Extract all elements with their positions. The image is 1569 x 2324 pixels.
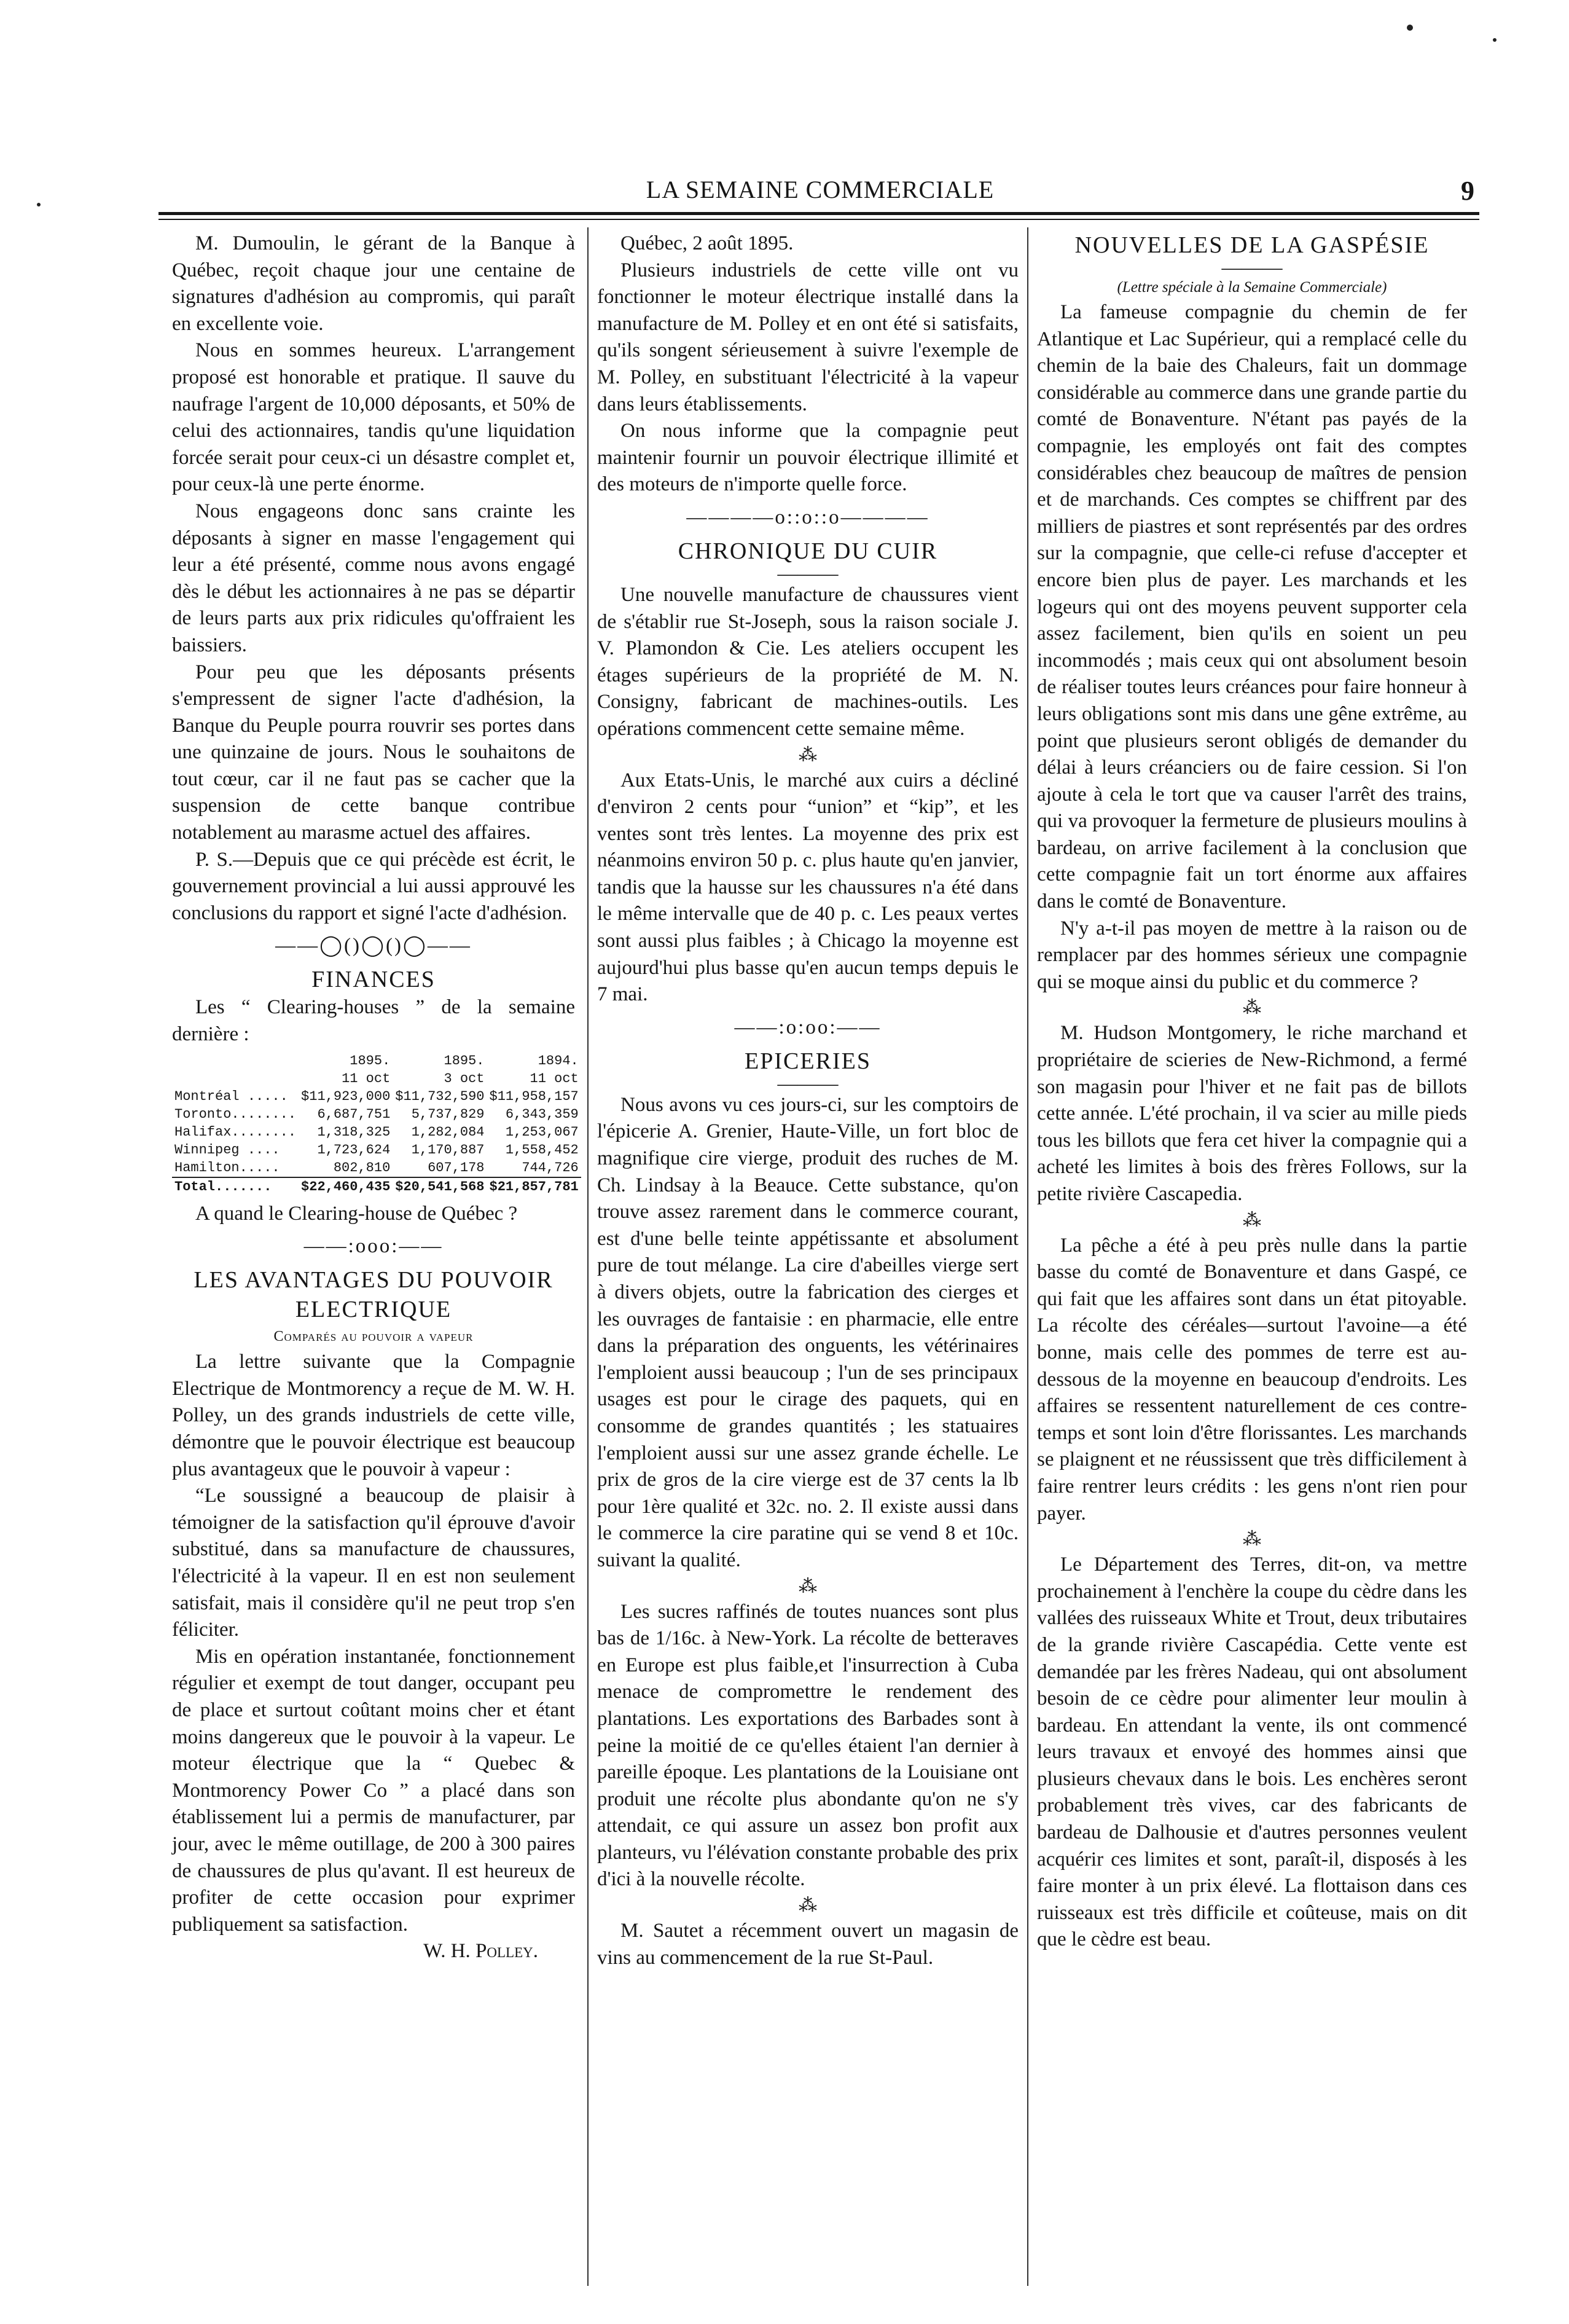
table-subheader-row xyxy=(172,1070,581,1088)
dateline: Québec, 2 août 1895. xyxy=(620,232,794,254)
header-rule-thin xyxy=(158,219,1479,220)
gaspesie-heading: NOUVELLES DE LA GASPÉSIE xyxy=(1074,232,1430,258)
section-separator: ————o::o::o———— xyxy=(686,506,929,528)
scan-speck xyxy=(1407,25,1413,31)
asterism: ⁂ xyxy=(1243,997,1261,1018)
finances-intro: Les “ Clearing-houses ” de la semaine dernière : xyxy=(172,996,575,1046)
avantages-subheading: Comparés au pouvoir a vapeur xyxy=(273,1329,474,1345)
table-header-date: 3 oct xyxy=(444,1070,485,1086)
table-cell: 1,253,067 xyxy=(505,1124,579,1140)
epiceries-paragraph-3: M. Sautet a récemment ouvert un magasin de vins au commencement de la rue St-Paul. xyxy=(597,1920,1019,1969)
heading-dash: ——— xyxy=(777,562,839,585)
table-cell: $22,460,435 xyxy=(299,1177,393,1196)
scan-speck xyxy=(37,203,41,206)
banque-paragraph-3: Nous engageons donc sans crainte les déposants à signer en masse l'engagement qui leur a été présenté, comme nous avons engagé dès le début les actionnaires à ne pas se départir de leurs parts aux prix ridicules qu'offraient les baissiers. xyxy=(172,500,575,656)
table-cell: $20,541,568 xyxy=(393,1177,487,1196)
table-cell: $11,923,000 xyxy=(301,1088,391,1104)
table-total-row xyxy=(172,1177,581,1196)
table-cell: 607,178 xyxy=(428,1160,485,1176)
section-separator: ——:ooo:—— xyxy=(303,1235,444,1258)
quebec-paragraph-2: On nous informe que la compagnie peut maintenir fournir un pouvoir électrique illimité et des moteurs de n'importe quelle force. xyxy=(597,420,1019,496)
scan-speck xyxy=(1493,38,1497,42)
table-city: Halifax........ xyxy=(174,1124,297,1140)
epiceries-heading: EPICERIES xyxy=(745,1048,871,1074)
table-header-year: 1894. xyxy=(538,1053,579,1069)
table-cell: $11,958,157 xyxy=(489,1088,579,1104)
asterism: ⁂ xyxy=(1243,1209,1261,1230)
table-city: Hamilton..... xyxy=(174,1160,280,1176)
table-cell: 1,170,887 xyxy=(411,1142,485,1158)
quebec-paragraph-1: Plusieurs industriels de cette ville ont vu fonctionner le moteur électrique installé dans la manufacture de M. Polley et en ont été si satisfaits, qu'ils songent sérieusement à suivre l'exemple de M. Polley, en substituant l'électricité à la vapeur dans leurs établissements. xyxy=(597,259,1019,415)
avantages-paragraph-2: “Le soussigné a beaucoup de plaisir à témoigner de la satisfaction qu'il éprouve d'avoir substitué, dans sa manufacture de chaussures, l'électricité à la vapeur. Il en est non seulement satisfait, mais il considère qu'il ne peut trop s'en féliciter. xyxy=(172,1485,575,1641)
section-separator: ——◯()◯()◯—— xyxy=(275,935,472,957)
table-cell: 802,810 xyxy=(333,1160,391,1176)
epiceries-paragraph-1: Nous avons vu ces jours-ci, sur les comptoirs de l'épicerie A. Grenier, Haute-Ville, un fort bloc de magnifique cire vierge, produit des ruches de M. Ch. Lindsay à la Beauce. Cette substance, qu'on trouve assez rarement dans le commerce courant, est d'une belle teinte appétissante et absolument pure de tout mélange. La cire d'abeilles vierge sert à divers objets, outre la fabrication des cierges et les ouvrages de fantaisie : en pharmacie, elle entre dans la préparation des onguents, les vétérinaires l'emploient aussi beaucoup ; l'un de ses principaux usages est pour le cirage des paquets, qui en consomme de grandes quantités ; les statuaires l'emploient aussi sur une assez grande échelle. Le prix de gros de la cire vierge est de 37 cents la lb pour 1ère qualité et 32c. no. 2. Il existe aussi dans le commerce la cire paratine qui se vend 8 et 10c. suivant la qualité. xyxy=(597,1093,1019,1571)
gaspesie-paragraph-2: N'y a-t-il pas moyen de mettre à la raison ou de remplacer par des hommes sérieux une compagnie qui se moque ainsi du public et du commerce ? xyxy=(1037,917,1467,993)
epiceries-paragraph-2: Les sucres raffinés de toutes nuances sont plus bas de 1/16c. à New-York. La récolte de betteraves en Europe est plus faible,et l'insurrection à Cuba menace de compromettre le rendement des plantations. Les exportations des Barbades sont à peine la moitié de ce qu'elles étaient l'an dernier à pareille époque. Les plantations de la Louisiane ont produit une récolte plus abondante qu'on ne s'y attendait, ce qui assure un assez bon profit aux planteurs, vu l'élévation constante probable des prix d'ici à la nouvelle récolte. xyxy=(597,1600,1019,1891)
table-header-date: 11 oct xyxy=(530,1070,579,1086)
banque-postscript: P. S.—Depuis que ce qui précède est écrit, le gouvernement provincial a lui aussi approuvé les conclusions du rapport et signé l'acte d'adhésion. xyxy=(172,848,575,924)
table-cell: 6,687,751 xyxy=(317,1106,391,1122)
header-rule-thick xyxy=(158,212,1479,215)
avantages-heading: LES AVANTAGES DU POUVOIR ELECTRIQUE xyxy=(194,1267,554,1323)
cuir-heading: CHRONIQUE DU CUIR xyxy=(678,538,938,564)
asterism: ⁂ xyxy=(799,1895,817,1916)
clearing-house-table xyxy=(172,1052,581,1196)
banque-paragraph-1: M. Dumoulin, le gérant de la Banque à Québec, reçoit chaque jour une centaine de signatures d'adhésion au compromis, qui paraît en excellente voie. xyxy=(172,232,575,335)
table-cell: 744,726 xyxy=(522,1160,579,1176)
table-cell: 5,737,829 xyxy=(411,1106,485,1122)
heading-dash: ——— xyxy=(777,1072,839,1095)
table-row xyxy=(172,1088,581,1105)
table-cell: $21,857,781 xyxy=(487,1177,581,1196)
table-row xyxy=(172,1141,581,1159)
table-cell: 6,343,359 xyxy=(505,1106,579,1122)
table-header-row xyxy=(172,1052,581,1070)
column-2 xyxy=(597,230,1019,1971)
table-cell: 1,318,325 xyxy=(317,1124,391,1140)
asterism: ⁂ xyxy=(799,1576,817,1596)
finances-question: A quand le Clearing-house de Québec ? xyxy=(195,1202,518,1225)
cuir-paragraph-1: Une nouvelle manufacture de chaussures vient de s'établir rue St-Joseph, sous la raison sociale J. V. Plamondon & Cie. Les ateliers occupent les étages supérieurs de la propriété de M. N. Consigny, fabricant de machines-outils. Les opérations commencent cette semaine même. xyxy=(597,583,1019,740)
table-city: Total....... xyxy=(172,1177,299,1196)
table-cell: 1,558,452 xyxy=(505,1142,579,1158)
section-separator: ——:o:oo:—— xyxy=(734,1016,882,1038)
gaspesie-paragraph-4: La pêche a été à peu près nulle dans la partie basse du comté de Bonaventure et dans Gaspé, ce qui fait que les affaires sont dans un état pitoyable. La récolte des céréales—surtout l'avoine—a été bonne, mais celle des pommes de terre est au-dessous de la moyenne en beaucoup d'endroits. Les affaires se ressentent naturellement de ces contre-temps et sont loin d'être florissantes. Les marchands se plaignent et ne réussissent que très difficilement à faire rentrer leurs crédits : les gens n'ont rien pour payer. xyxy=(1037,1234,1467,1525)
banque-paragraph-2: Nous en sommes heureux. L'arrangement proposé est honorable et pratique. Il sauve du naufrage l'argent de 10,000 déposants, et 50% de celui des actionnaires, tandis qu'une liquidation forcée serait pour ceux-ci un désastre complet et, pour ceux-là une perte énorme. xyxy=(172,339,575,496)
letter-signature: W. H. Polley. xyxy=(423,1940,538,1963)
table-cell: 1,282,084 xyxy=(411,1124,485,1140)
table-city: Toronto........ xyxy=(174,1106,297,1122)
special-letter-note: (Lettre spéciale à la Semaine Commerciale) xyxy=(1117,279,1387,296)
gaspesie-paragraph-1: La fameuse compagnie du chemin de fer Atlantique et Lac Supérieur, qui a remplacé celle du chemin de la baie des Chaleurs, fait un dommage considérable au commerce dans une grande partie du comté de Bonaventure. N'étant pas payés de la compagnie, les employés ont fait des comptes considérables chez beaucoup de maîtres de pension et de marchands. Ces comptes se chiffrent par des milliers de piastres et sont représentés par des ordres sur la compagnie, que celle-ci refuse d'accepter et encore bien plus de payer. Les marchands et les logeurs qui ont des moyens peuvent supporter cela assez facilement, bien qu'ils en soient un peu incommodés ; mais ceux qui ont absolument besoin de réaliser toutes leurs créances pour faire honneur à leurs obligations sont mis dans une gêne extrême, au point que plusieurs seront obligés de demander du délai à leurs créanciers ou de faire cession. Si l'on ajoute à cela le tort que va causer l'arrêt des trains, qui va provoquer la fermeture de plusieurs moulins à bardeau, on arrive facilement à la conclusion que cette compagnie fait un tort énorme aux affaires dans le comté de Bonaventure. xyxy=(1037,301,1467,913)
table-header-year: 1895. xyxy=(350,1053,391,1069)
gaspesie-paragraph-5: Le Département des Terres, dit-on, va mettre prochainement à l'enchère la coupe du cèdre dans les vallées des ruisseaux White et Trout, deux tributaires de la grande rivière Cascapédia. Cette vente est demandée par les frères Nadeau, qui ont absolument besoin de ce cèdre pour alimenter leur moulin à bardeau. En attendant la vente, ils ont commencé leurs travaux et envoyé des hommes ainsi que plusieurs chevaux dans le bois. Les enchères seront probablement très vives, car des fabricants de bardeau de Dalhousie et d'autres personnes veulent acquérir ces limites et sont, paraît-il, disposés à les faire monter à un prix élevé. La flottaison dans ces ruisseaux est très difficile et coûteuse, mais on dit que le cèdre est beau. xyxy=(1037,1553,1467,1951)
asterism: ⁂ xyxy=(1243,1529,1261,1550)
cuir-paragraph-2: Aux Etats-Unis, le marché aux cuirs a décliné d'environ 2 cents pour “union” et “kip”, et les ventes sont très lentes. La moyenne des prix est néanmoins environ 50 p. c. plus haute qu'en janvier, tandis que la hausse sur les chaussures n'a été dans le même intervalle que de 40 p. c. Les peaux vertes sont aussi plus faibles ; à Chicago la moyenne est aujourd'hui plus basse qu'en aucun temps depuis le 7 mai. xyxy=(597,769,1019,1006)
table-cell: $11,732,590 xyxy=(395,1088,485,1104)
masthead-title: LA SEMAINE COMMERCIALE xyxy=(646,176,995,203)
avantages-paragraph-1: La lettre suivante que la Compagnie Electrique de Montmorency a reçue de M. W. H. Polley, un des grands industriels de cette ville, démontre que le pouvoir électrique est beaucoup plus avantageux que le pouvoir à vapeur : xyxy=(172,1351,575,1480)
table-cell: 1,723,624 xyxy=(317,1142,391,1158)
page-header xyxy=(166,175,1474,206)
avantages-paragraph-3: Mis en opération instantanée, fonctionnement régulier et exempt de tout danger, occupant peu de place et surtout coûtant moins cher et étant moins dangereux que le pouvoir à la vapeur. Le moteur électrique que la “ Quebec & Montmorency Power Co ” a placé dans son établissement lui a permis de manufacturer, par jour, avec le même outillage, de 200 à 300 paires de chaussures de plus qu'avant. Il est heureux de profiter de cette occasion pour exprimer publiquement sa satisfaction. xyxy=(172,1645,575,1936)
table-city: Montréal ..... xyxy=(174,1088,288,1104)
table-row xyxy=(172,1159,581,1177)
heading-dash: ——— xyxy=(1221,257,1283,279)
column-3 xyxy=(1037,230,1467,1953)
table-header-year: 1895. xyxy=(444,1053,485,1069)
asterism: ⁂ xyxy=(799,744,817,765)
finances-heading: FINANCES xyxy=(311,967,436,993)
column-divider-left xyxy=(587,227,589,2286)
page-number: 9 xyxy=(1461,176,1474,206)
gaspesie-paragraph-3: M. Hudson Montgomery, le riche marchand et propriétaire de scieries de New-Richmond, a fermé son magasin pour l'hiver et ne fait pas de billots cette année. L'été prochain, il va scier au mille pieds tous les billots que fera cet hiver la compagnie qui a acheté les limites à bois des frères Follows, sur la petite rivière Cascapedia. xyxy=(1037,1022,1467,1205)
table-row xyxy=(172,1123,581,1141)
column-divider-right xyxy=(1027,227,1028,2286)
table-row xyxy=(172,1105,581,1123)
column-1 xyxy=(172,230,579,1965)
banque-paragraph-4: Pour peu que les déposants présents s'empressent de signer l'acte d'adhésion, la Banque du Peuple pourra rouvrir ses portes dans une quinzaine de jours. Nous le souhaitons de tout cœur, car il ne faut pas se cacher que la suspension de cette banque contribue notablement au marasme actuel des affaires. xyxy=(172,661,575,844)
table-city: Winnipeg .... xyxy=(174,1142,280,1158)
table-header-date: 11 oct xyxy=(342,1070,391,1086)
